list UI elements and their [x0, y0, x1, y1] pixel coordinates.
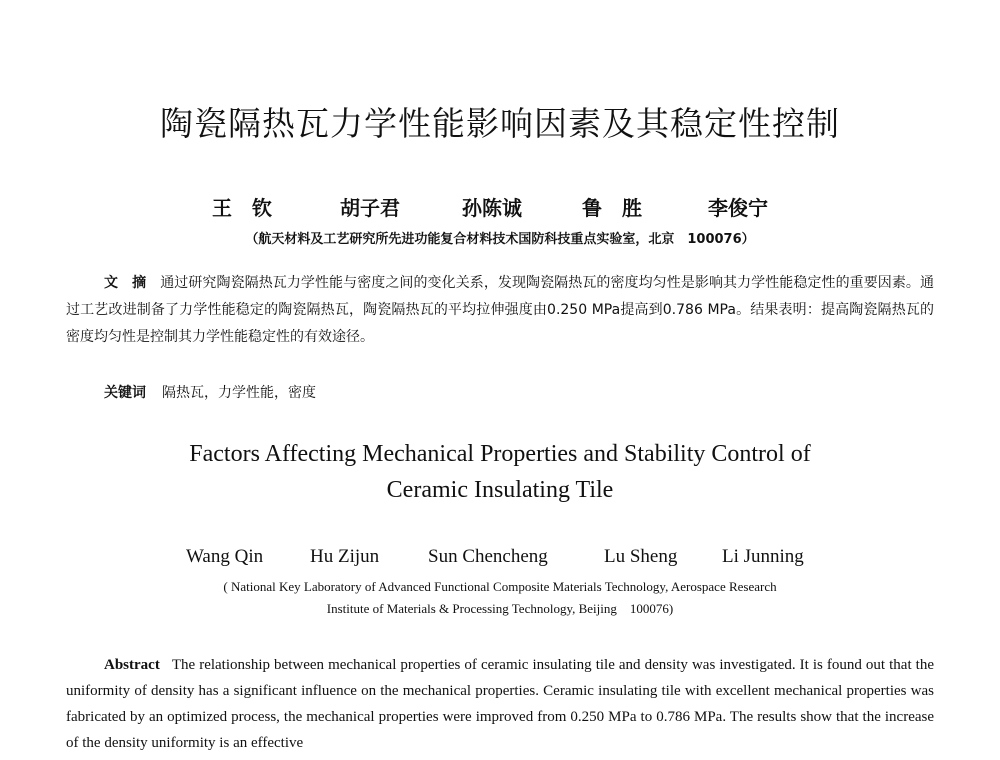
english-affiliation — [0, 576, 1000, 620]
chinese-title: 陶瓷隔热瓦力学性能影响因素及其稳定性控制 — [160, 104, 840, 143]
chinese-author: 孙陈诚 — [462, 196, 522, 220]
english-title-line: Factors Affecting Mechanical Properties and Stability Control of — [189, 441, 811, 467]
chinese-abstract-text: 通过研究陶瓷隔热瓦力学性能与密度之间的变化关系，发现陶瓷隔热瓦的密度均匀性是影响其力学性能稳定性的重要因素。通过工艺改进制备了力学性能稳定的陶瓷隔热瓦，陶瓷隔热瓦的平均拉伸强度由0.250 MPa提高到0.786 MPa。结果表明：提高陶瓷隔热瓦的密度均匀性是控制其力学性能稳定性的有效途径。 — [66, 275, 935, 345]
chinese-abstract — [66, 270, 934, 351]
english-title-line: Ceramic Insulating Tile — [386, 477, 614, 503]
chinese-keywords — [104, 382, 316, 402]
english-abstract — [66, 652, 934, 756]
english-author: Lu Sheng — [604, 546, 678, 567]
chinese-author: 胡子君 — [340, 196, 400, 220]
english-affiliation-line: Institute of Materials & Processing Technology, Beijing 100076) — [326, 601, 674, 616]
english-affiliation-line: ( National Key Laboratory of Advanced Functional Composite Materials Technology, Aerospace Research — [223, 579, 777, 594]
chinese-affiliation: （航天材料及工艺研究所先进功能复合材料技术国防科技重点实验室，北京 100076） — [245, 232, 755, 247]
english-title — [0, 436, 1000, 508]
chinese-author: 李俊宁 — [708, 196, 768, 220]
chinese-author: 王 钦 — [212, 196, 272, 220]
english-author: Li Junning — [722, 546, 804, 567]
chinese-author: 鲁 胜 — [582, 196, 642, 220]
english-author: Wang Qin — [186, 546, 264, 567]
english-author: Sun Chencheng — [428, 546, 548, 567]
english-author: Hu Zijun — [310, 546, 380, 567]
chinese-keywords-text: 隔热瓦，力学性能，密度 — [162, 385, 316, 401]
english-abstract-text: The relationship between mechanical properties of ceramic insulating tile and density was investigated. It is found out that the uniformity of density has a significant influence on the mechanical properties. Ceramic insulating tile with excellent mechanical properties was fabricated by an optimized process, the mechanical properties were improved from 0.250 MPa to 0.786 MPa. The results show that the increase of the density uniformity is an effective — [66, 657, 934, 751]
chinese-abstract-label: 文 摘 — [104, 275, 147, 291]
chinese-keywords-label: 关键词 — [104, 385, 146, 401]
english-abstract-label: Abstract — [104, 657, 160, 673]
